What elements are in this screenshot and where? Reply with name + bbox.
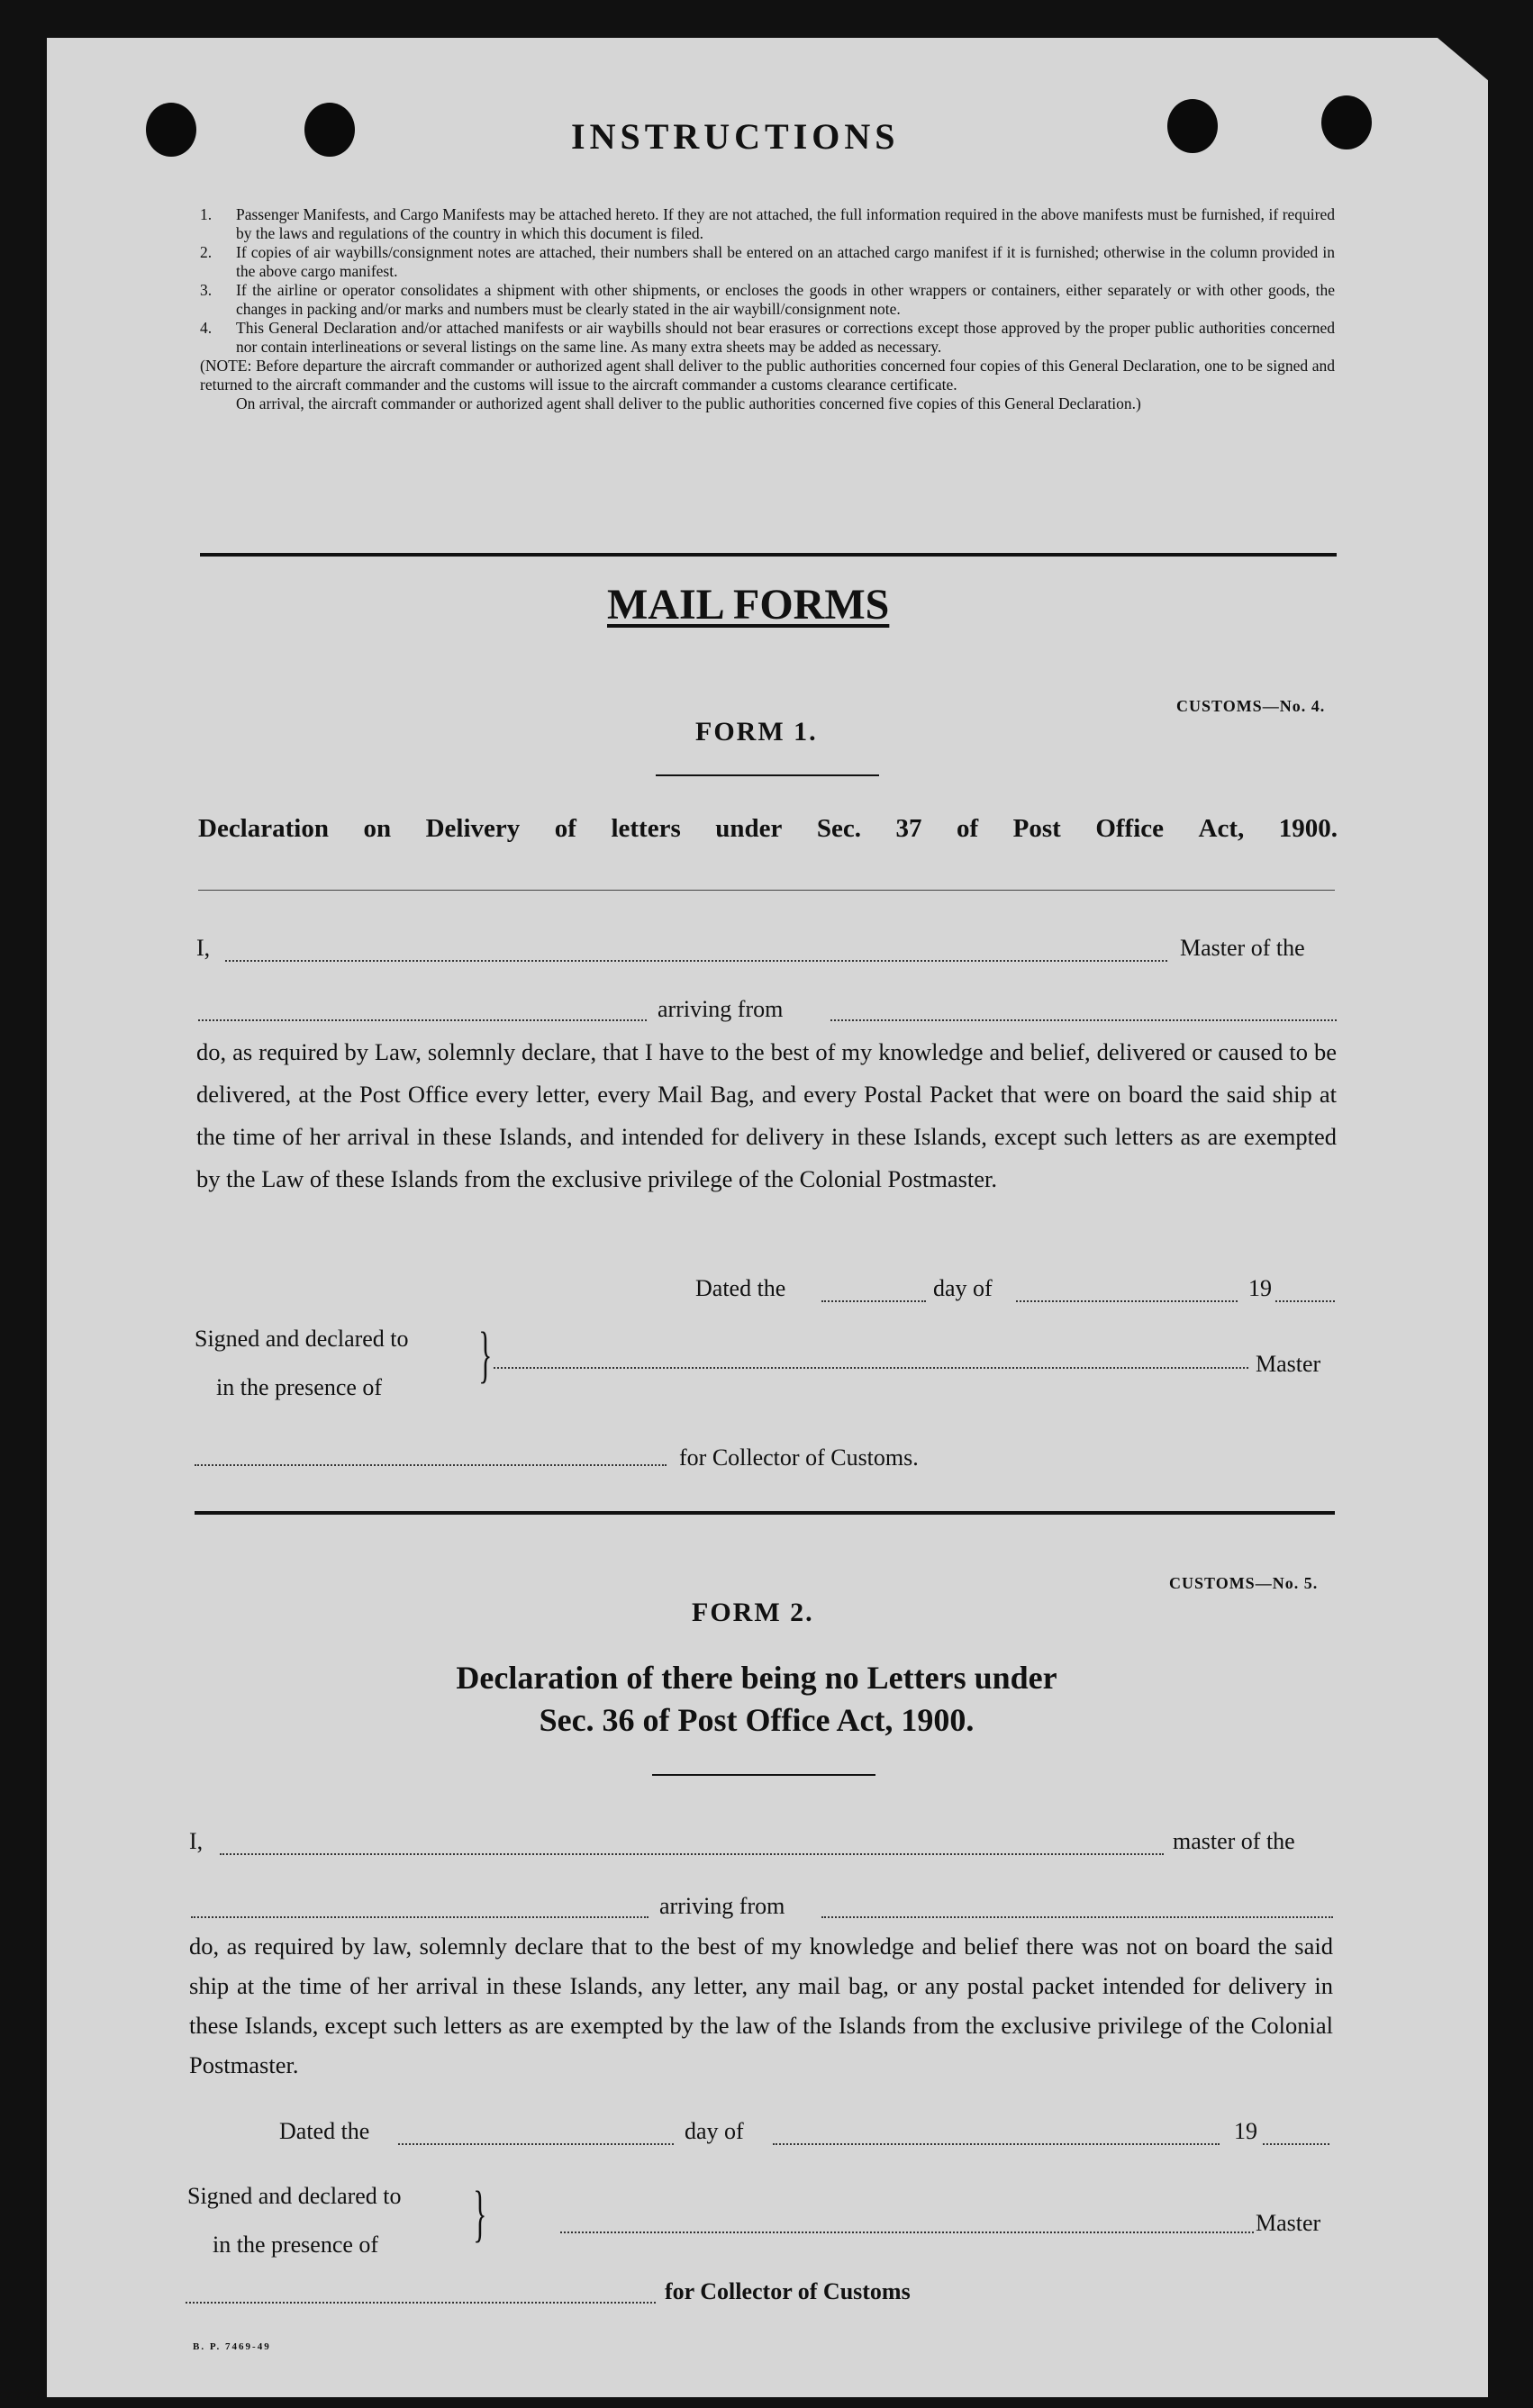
form2-ship-field[interactable] xyxy=(191,1916,649,1918)
item-number: 3. xyxy=(200,281,213,299)
form1-year-field[interactable] xyxy=(1275,1300,1335,1302)
item-number: 4. xyxy=(200,319,213,337)
form1-name-field[interactable] xyxy=(225,960,1167,962)
item-text: If copies of air waybills/consignment notes are attached, their numbers shall be entered on an attached cargo manifest if it is furnished; otherwise in the column provided in the above cargo manifest. xyxy=(236,243,1335,280)
punch-hole-left-1 xyxy=(146,103,196,157)
decl-word: of xyxy=(554,814,576,843)
form2-master: Master xyxy=(1256,2210,1321,2236)
form1-brace: } xyxy=(478,1320,493,1390)
form1-body: do, as required by Law, solemnly declare, that I have to the best of my knowledge and belief, delivered or caused to be delivered, at the Post Office every letter, every Mail Bag, and every Postal Packet that were on board the said ship at the time of her arrival in these Islands, and intended for delivery in these Islands, except such letters as are exempted by the Law of these Islands from the exclusive privilege of the Colonial Postmaster. xyxy=(196,1038,1337,1192)
decl-word: Sec. xyxy=(816,814,861,843)
instruction-item-1 xyxy=(200,205,1335,243)
form2-day-of: day of xyxy=(685,2118,744,2144)
form2-arriving-from: arriving from xyxy=(659,1893,785,1919)
form2-dated-the: Dated the xyxy=(279,2118,370,2144)
instruction-note-departure: (NOTE: Before departure the aircraft commander or authorized agent shall deliver to the public authorities concerned four copies of this General Declaration, one to be signed and returned to the aircraft commander and the customs will issue to the aircraft commander a customs clearance certificate. xyxy=(200,357,1335,394)
form2-year: 19 xyxy=(1234,2118,1257,2144)
form1-dated-the: Dated the xyxy=(695,1275,786,1301)
punch-hole-right-2 xyxy=(1321,95,1372,149)
form2-title-underline xyxy=(652,1774,875,1776)
form1-label-underline xyxy=(656,774,879,776)
decl-word: under xyxy=(715,814,783,843)
form2-master-signature-field[interactable] xyxy=(560,2231,1254,2233)
form2-i-label: I, xyxy=(189,1828,204,1854)
decl-word: Office xyxy=(1095,814,1165,843)
print-code: B. P. 7469-49 xyxy=(193,2341,271,2352)
instructions-list xyxy=(200,205,1335,413)
form2-declaration-line2: Sec. 36 of Post Office Act, 1900. xyxy=(539,1702,975,1738)
form2-collector-field[interactable] xyxy=(186,2302,656,2304)
punch-hole-right-1 xyxy=(1167,99,1218,153)
form2-collector: for Collector of Customs xyxy=(665,2278,911,2304)
decl-word: letters xyxy=(611,814,681,843)
form1-master-signature-field[interactable] xyxy=(494,1367,1248,1369)
form1-master-of-the: Master of the xyxy=(1180,935,1305,961)
item-number: 2. xyxy=(200,243,213,261)
form1-origin-field[interactable] xyxy=(830,1019,1337,1021)
form2-master-of-the: master of the xyxy=(1173,1828,1295,1854)
item-text: If the airline or operator consolidates a shipment with other shipments, or encloses the goods in other wrappers or containers, either separately or with other goods, the changes in packing and/or marks and numbers must be clearly stated in the air waybill/consignment note. xyxy=(236,281,1335,318)
section-divider xyxy=(200,553,1337,557)
decl-word: Delivery xyxy=(425,814,521,843)
form2-brace: } xyxy=(473,2179,487,2249)
form-divider xyxy=(195,1511,1335,1515)
decl-word: Act, xyxy=(1198,814,1245,843)
form1-declaration-title xyxy=(198,814,1338,844)
form1-master: Master xyxy=(1256,1351,1321,1377)
instruction-item-2 xyxy=(200,243,1335,281)
form1-label: FORM 1. xyxy=(695,717,818,747)
decl-word: Post xyxy=(1012,814,1061,843)
form1-ship-field[interactable] xyxy=(198,1019,647,1021)
decl-word: Declaration xyxy=(198,814,329,843)
form2-origin-field[interactable] xyxy=(821,1916,1333,1918)
form1-signed-line2: in the presence of xyxy=(216,1374,383,1400)
item-text: Passenger Manifests, and Cargo Manifests may be attached hereto. If they are not attached, the full information required in the above manifests must be furnished, if required by the laws and regulations of the country in which this document is filed. xyxy=(236,205,1335,242)
form1-arriving-from: arriving from xyxy=(658,996,784,1022)
form2-body: do, as required by law, solemnly declare that to the best of my knowledge and belief there was not on board the said ship at the time of her arrival in these Islands, any letter, any mail bag, or any postal packet intended for delivery in these Islands, except such letters as are exempted by the law of the Islands from the exclusive privilege of the Colonial Postmaster. xyxy=(189,1933,1333,2078)
form2-declaration-line1: Declaration of there being no Letters under xyxy=(456,1660,1057,1696)
instruction-item-3 xyxy=(200,281,1335,319)
form2-year-field[interactable] xyxy=(1263,2143,1329,2145)
decl-word: on xyxy=(363,814,392,843)
form2-label: FORM 2. xyxy=(692,1598,814,1627)
decl-word: 37 xyxy=(895,814,922,843)
form2-signed-line1: Signed and declared to xyxy=(187,2183,402,2209)
instruction-item-4 xyxy=(200,319,1335,357)
form2-customs-ref: CUSTOMS—No. 5. xyxy=(1169,1574,1319,1592)
item-text: This General Declaration and/or attached manifests or air waybills should not bear erasures or corrections except those approved by the proper public authorities concerned nor contain interlineations or several listings on the same line. As many extra sheets may be added as necessary. xyxy=(236,319,1335,356)
form2-day-field[interactable] xyxy=(398,2143,674,2145)
instructions-title: INSTRUCTIONS xyxy=(571,116,900,157)
form2-signed-line2: in the presence of xyxy=(213,2231,379,2258)
form1-collector: for Collector of Customs. xyxy=(679,1444,919,1471)
form1-rule xyxy=(198,890,1335,891)
form1-i-label: I, xyxy=(196,935,211,961)
form1-month-field[interactable] xyxy=(1016,1300,1238,1302)
mail-forms-title: MAIL FORMS xyxy=(607,581,890,629)
form2-month-field[interactable] xyxy=(773,2143,1220,2145)
instruction-note-arrival: On arrival, the aircraft commander or authorized agent shall deliver to the public authorities concerned five copies of this General Declaration.) xyxy=(236,394,1141,412)
form1-day-of: day of xyxy=(933,1275,993,1301)
item-number: 1. xyxy=(200,205,213,223)
decl-word: of xyxy=(957,814,979,843)
form1-collector-field[interactable] xyxy=(195,1464,667,1466)
form1-day-field[interactable] xyxy=(821,1300,926,1302)
form1-customs-ref: CUSTOMS—No. 4. xyxy=(1176,697,1326,715)
form2-name-field[interactable] xyxy=(220,1853,1164,1855)
form1-year: 19 xyxy=(1248,1275,1272,1301)
form1-signed-line1: Signed and declared to xyxy=(195,1326,409,1352)
decl-word: 1900. xyxy=(1278,814,1338,843)
punch-hole-left-2 xyxy=(304,103,355,157)
form2-declaration-title xyxy=(270,1657,1243,1742)
